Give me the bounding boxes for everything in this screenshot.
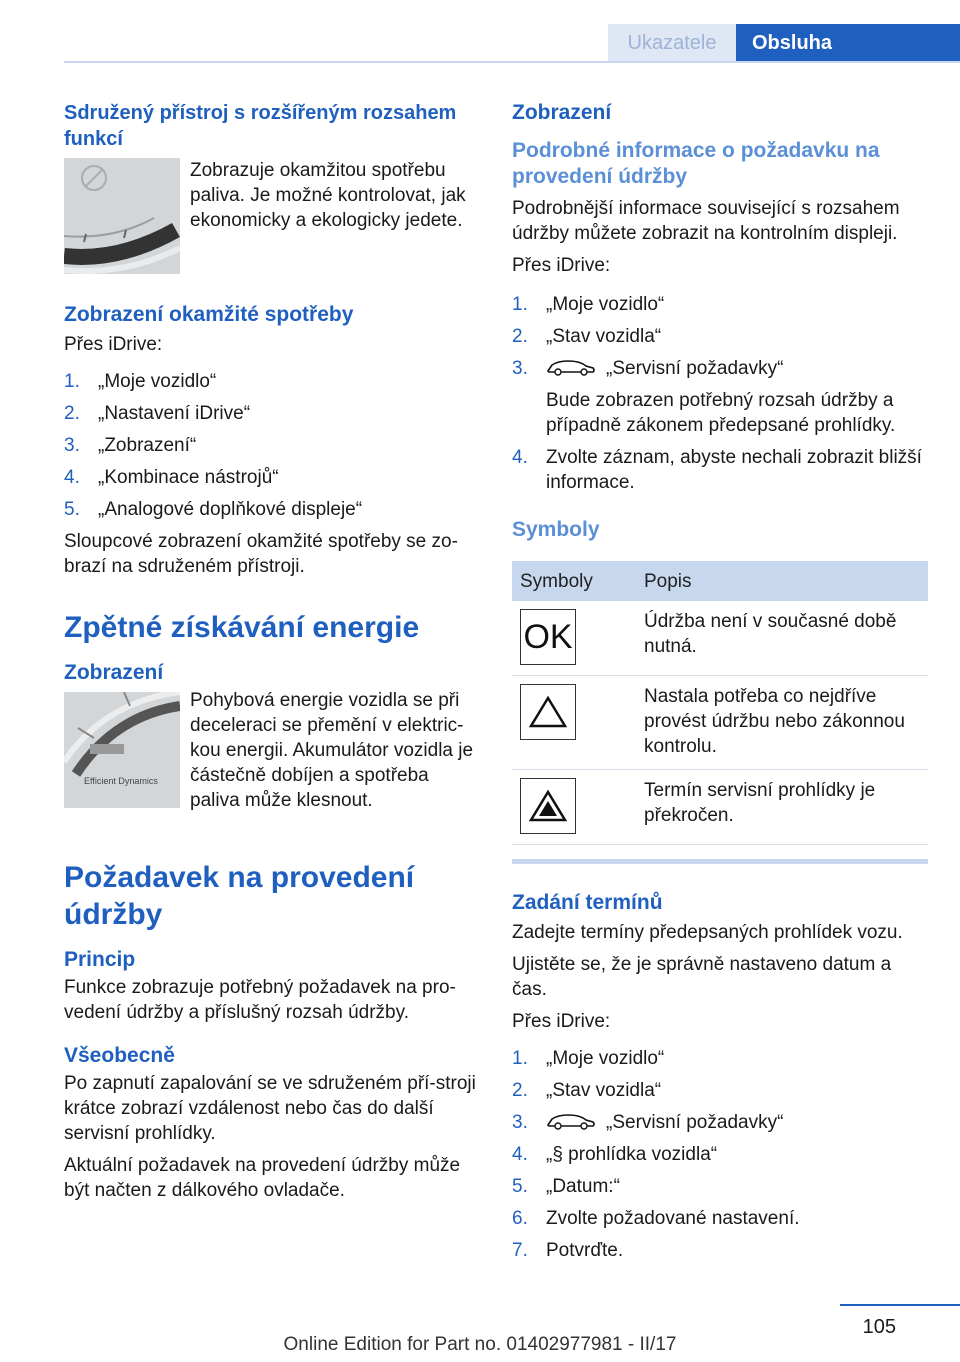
dates-steps [512, 1046, 928, 1263]
page-number: 105 [862, 1316, 896, 1338]
tab-ukazatele[interactable]: Ukazatele [608, 24, 736, 62]
list-item: 3. „Servisní požadavky“ [512, 1112, 784, 1133]
princip-text: Funkce zobrazuje potřebný požadavek na pro-vedení údržby a příslušný rozsah údržby. [64, 977, 456, 1023]
table-row [512, 770, 928, 845]
list-item: 4. „Kombinace nástrojů“ [64, 467, 279, 488]
list-item: 1. „Moje vozidlo“ [64, 371, 217, 392]
display-title: Zobrazení [512, 101, 612, 124]
dates-text-1: Zadejte termíny předepsaných prohlídek vozu. [512, 922, 903, 943]
ok-symbol: OK [520, 609, 576, 665]
dates-intro: Přes iDrive: [512, 1011, 611, 1032]
table-header-row [512, 561, 928, 601]
list-item: 2. „Stav vozidla“ [512, 1080, 662, 1101]
table-row [512, 676, 928, 770]
table-header-description: Popis [636, 561, 928, 601]
consumption-steps [64, 369, 476, 522]
heading-service-requirement: Požadavek na provedení údržby [64, 861, 415, 931]
energy-subtitle: Zobrazení [64, 661, 164, 684]
header-tabs [608, 24, 960, 62]
table-row [512, 601, 928, 676]
right-column [512, 100, 928, 1270]
car-service-icon [546, 357, 596, 377]
footer-edition: Online Edition for Part no. 01402977981 - II/17 [283, 1334, 677, 1355]
consumption-note: Sloupcové zobrazení okamžité spotřeby se zo-brazí na sdruženém přístroji. [64, 531, 458, 577]
detail-title: Podrobné informace o požadavku na provedení údržby [512, 139, 880, 188]
list-item: 2. „Stav vozidla“ [512, 326, 662, 347]
list-item: 7. Potvrďte. [512, 1240, 624, 1261]
symbols-table [512, 561, 928, 845]
gauge-energy-image [64, 692, 180, 808]
general-text-2: Aktuální požadavek na provedení údržby může být načten z dálkového ovladače. [64, 1155, 461, 1201]
detail-text: Podrobnější informace související s rozsahem údržby můžete zobrazit na kontrolním displeji. [512, 198, 900, 244]
symbols-title: Symboly [512, 518, 600, 541]
table-cell: Termín servisní prohlídky je překročen. [636, 770, 928, 845]
car-service-icon [546, 1111, 596, 1131]
efficient-dynamics-label: Efficient Dynamics [84, 776, 158, 786]
list-item: 1. „Moje vozidlo“ [512, 1048, 665, 1069]
list-item: 3. „Servisní požadavky“ Bude zobrazen potřebný rozsah údržby a případně zákonem předepsané prohlídky. [512, 356, 928, 438]
footer-rule [840, 1304, 960, 1306]
left-column [64, 100, 476, 1203]
header-rule [64, 61, 960, 63]
general-title: Všeobecně [64, 1044, 175, 1067]
warning-triangle-alert-icon [520, 778, 576, 834]
list-item: 5. „Analogové doplňkové displeje“ [64, 499, 363, 520]
list-item: 4. „§ prohlídka vozidla“ [512, 1144, 718, 1165]
list-item: 5. „Datum:“ [512, 1176, 620, 1197]
princip-title: Princip [64, 948, 136, 971]
table-cell: Údržba není v současné době nutná. [636, 601, 928, 676]
list-item: 2. „Nastavení iDrive“ [64, 403, 251, 424]
list-item: 6. Zvolte požadované nastavení. [512, 1208, 800, 1229]
general-text-1: Po zapnutí zapalování se ve sdruženém pří-stroji krátce zobrazí vzdálenost nebo čas do další servisní prohlídky. [64, 1073, 476, 1144]
dates-text-2: Ujistěte se, že je správně nastaveno datum a čas. [512, 954, 892, 1000]
table-end-rule [512, 859, 928, 864]
detail-intro: Přes iDrive: [512, 255, 611, 276]
list-item: 4. Zvolte záznam, abyste nechali zobrazit bližší informace. [512, 447, 922, 493]
list-item: 3. „Zobrazení“ [64, 435, 197, 456]
detail-step3-note: Bude zobrazen potřebný rozsah údržby a případně zákonem předepsané prohlídky. [546, 390, 896, 436]
section-title-instrument-cluster: Sdružený přístroj s rozšířeným rozsahem funkcí [64, 102, 457, 150]
energy-text: Pohybová energie vozidla se při deceleraci se přemění v elektric-kou energii. Akumulátor vozidla je částečně dobíjen a spotřeba paliva může klesnout. [190, 690, 474, 811]
section-title-instant-consumption: Zobrazení okamžité spotřeby [64, 303, 354, 326]
gauge-consumption-image [64, 158, 180, 274]
tab-obsluha[interactable]: Obsluha [736, 24, 960, 62]
dates-title: Zadání termínů [512, 891, 663, 914]
instrument-cluster-text: Zobrazuje okamžitou spotřebu paliva. Je možné kontrolovat, jak ekonomicky a ekologicky jedete. [190, 160, 466, 231]
warning-triangle-icon [520, 684, 576, 740]
heading-energy-recovery: Zpětné získávání energie [64, 611, 420, 644]
table-cell: Nastala potřeba co nejdříve provést údržbu nebo zákonnou kontrolu. [636, 676, 928, 770]
idrive-intro: Přes iDrive: [64, 334, 163, 355]
table-header-symbols: Symboly [512, 561, 636, 601]
detail-steps [512, 292, 928, 495]
list-item: 1. „Moje vozidlo“ [512, 294, 665, 315]
